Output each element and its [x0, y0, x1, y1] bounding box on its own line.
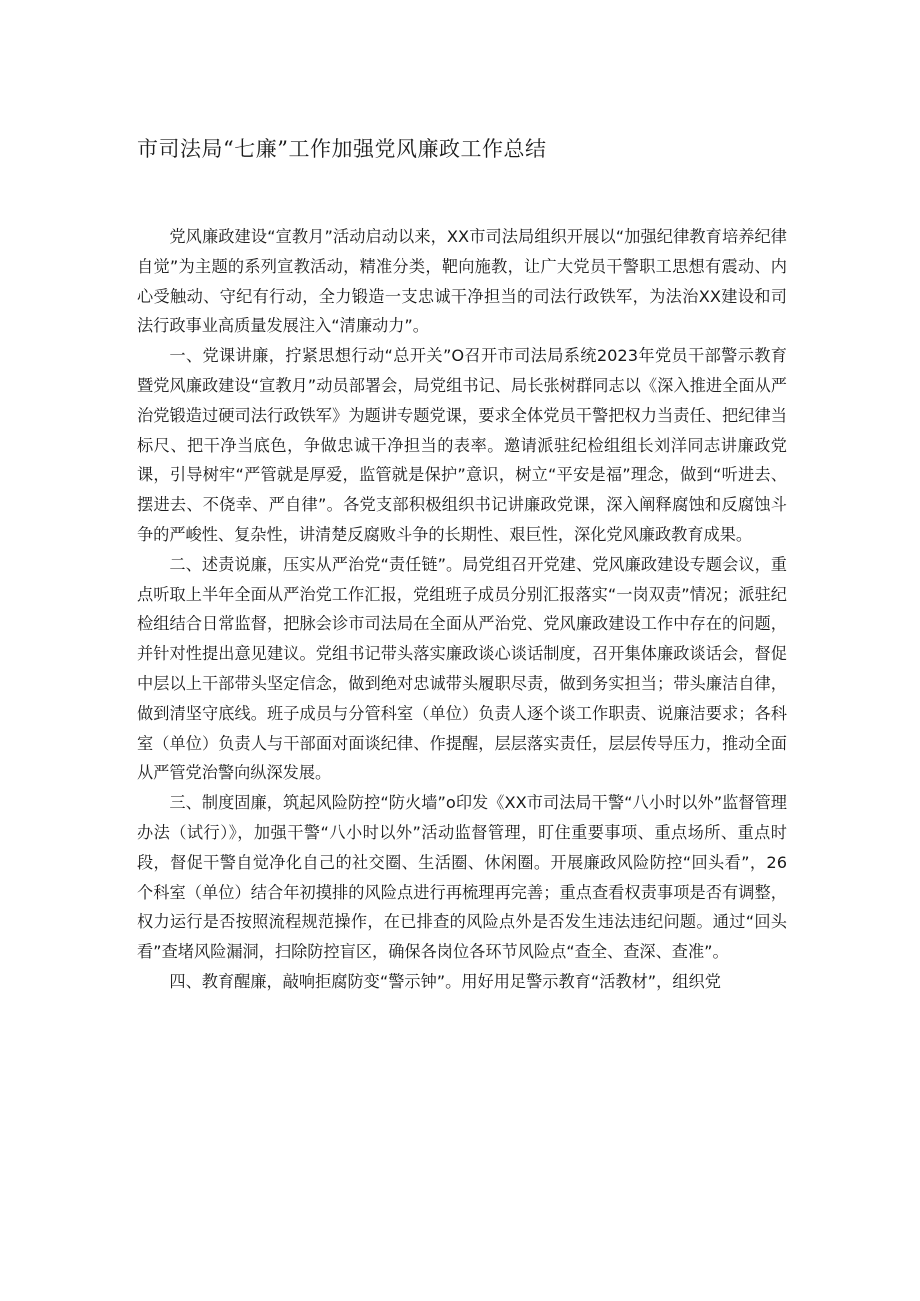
paragraph-section-4: 四、教育醒廉，敲响拒腐防变“警示钟”。用好用足警示教育“活教材”，组织党: [169, 971, 721, 991]
paragraph-intro: 党风廉政建设“宣教月”活动启动以来，XX市司法局组织开展以“加强纪律教育培养纪律自觉”为主题的系列宣教活动，精准分类，靶向施教，让广大党员干警职工思想有震动、内心受触动、守纪有行动，全力锻造一支忠诚干净担当的司法行政铁军，为法治XX建设和司法行政事业高质量发展注入“清廉动力”。: [137, 227, 787, 336]
paragraph-section-1: 一、党课讲廉，拧紧思想行动“总开关”O召开市司法局系统2023年党员干部警示教育暨党风廉政建设“宣教月”动员部署会，局党组书记、局长张树群同志以《深入推进全面从严治党锻造过硬司法行政铁军》为题讲专题党课，要求全体党员干警把权力当责任、把纪律当标尺、把干净当底色，争做忠诚干净担当的表率。邀请派驻纪检组组长刘洋同志讲廉政党课，引导树牢“严管就是厚爱，监管就是保护”意识，树立“平安是福”理念，做到“听进去、摆进去、不侥幸、严自律”。各党支部积极组织书记讲廉政党课，深入阐释腐蚀和反腐蚀斗争的严峻性、复杂性，讲清楚反腐败斗争的长期性、艰巨性，深化党风廉政教育成果。: [137, 346, 787, 544]
document-body: [137, 222, 787, 997]
document-title: 市司法局“七廉”工作加强党风廉政工作总结: [137, 137, 547, 161]
paragraph-section-3: 三、制度固廉，筑起风险防控“防火墙”o印发《XX市司法局干警“八小时以外”监督管理办法（试行）》，加强干警“八小时以外”活动监督管理，盯住重要事项、重点场所、重点时段，督促干警自觉净化自己的社交圈、生活圈、休闲圈。开展廉政风险防控“回头看”，26个科室（单位）结合年初摸排的风险点进行再梳理再完善；重点查看权责事项是否有调整，权力运行是否按照流程规范操作，在已排查的风险点外是否发生违法违纪问题。通过“回头看”查堵风险漏洞，扫除防控盲区，确保各岗位各环节风险点“查全、查深、查准”。: [137, 793, 787, 962]
paragraph-section-2: 二、述责说廉，压实从严治党“责任链”。局党组召开党建、党风廉政建设专题会议，重点听取上半年全面从严治党工作汇报，党组班子成员分别汇报落实“一岗双责”情况；派驻纪检组结合日常监督，把脉会诊市司法局在全面从严治党、党风廉政建设工作中存在的问题，并针对性提出意见建议。党组书记带头落实廉政谈心谈话制度，召开集体廉政谈话会，督促中层以上干部带头坚定信念，做到绝对忠诚带头履职尽责，做到务实担当；带头廉洁自律，做到清坚守底线。班子成员与分管科室（单位）负责人逐个谈工作职责、说廉洁要求；各科室（单位）负责人与干部面对面谈纪律、作提醒，层层落实责任，层层传导压力，推动全面从严管党治警向纵深发展。: [137, 554, 787, 783]
